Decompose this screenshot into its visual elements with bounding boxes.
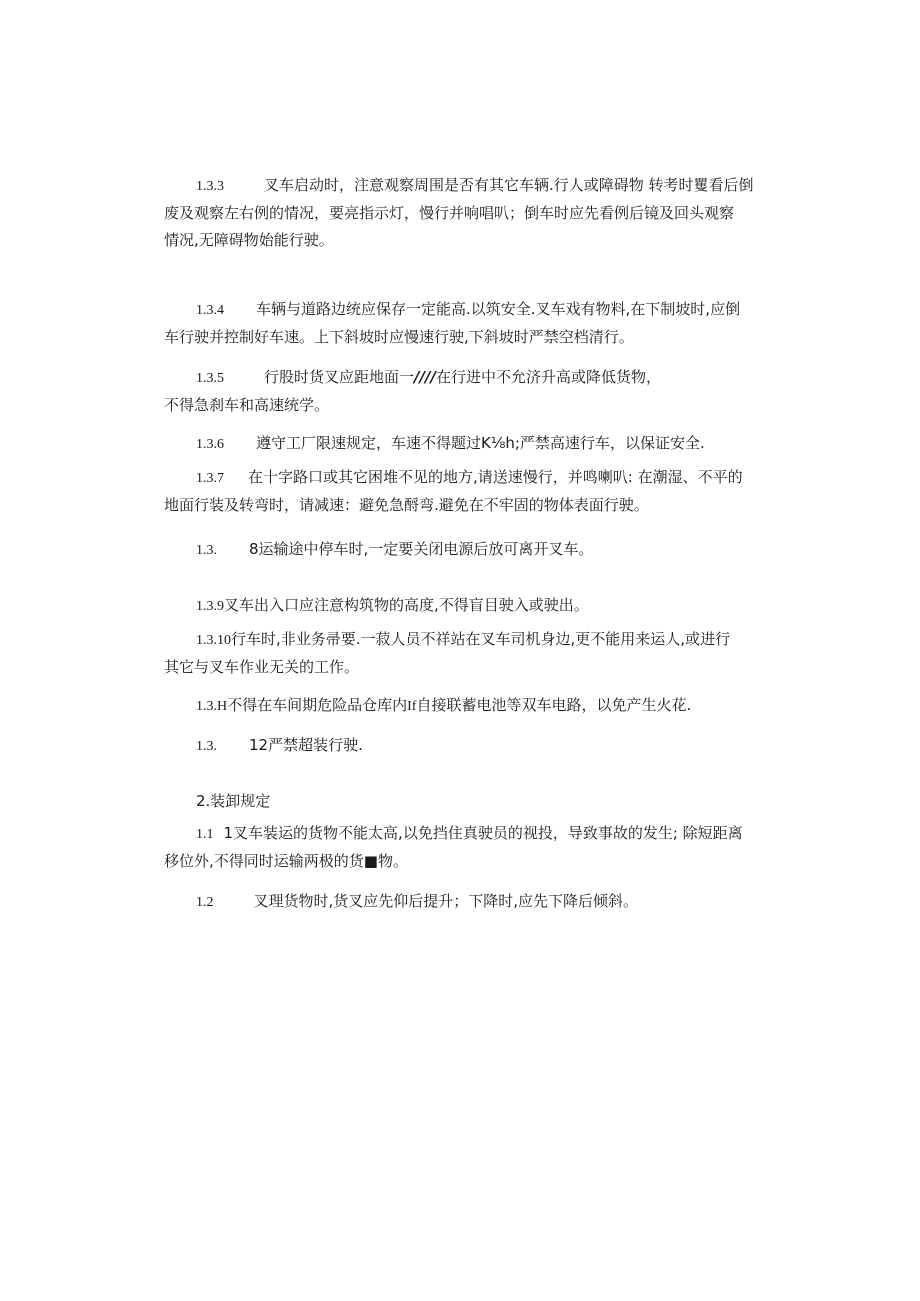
- paragraph-text: 8运输途中停车时,一定要关闭电源后放可离开叉车。: [249, 540, 594, 558]
- item-number: 1.3.: [196, 543, 217, 558]
- paragraph-1-3-7: [164, 464, 764, 519]
- paragraph-text: 在十字路口或其它困堆不见的地方,请送速慢行，并鸣喇叭: 在潮湿、不平的: [248, 468, 743, 486]
- paragraph-1-1: [164, 820, 764, 875]
- item-number: 1.3.: [196, 739, 217, 754]
- garbled-mark: If: [407, 699, 417, 714]
- paragraph-text: 叉理货物时,货叉应先仰后提升；下降时,应先下降后倾斜。: [253, 892, 639, 910]
- paragraph-1-3-10: [164, 626, 764, 681]
- item-number: 1.3.7: [196, 471, 224, 486]
- paragraph-line: [164, 296, 764, 324]
- paragraph-line: [164, 592, 764, 620]
- paragraph-line: [164, 626, 764, 654]
- paragraph-1-3-9: [164, 592, 764, 620]
- paragraph-1-3-12: [164, 732, 764, 760]
- paragraph-line: 车行驶并控制好车速。上下斜坡时应慢速行驶,下斜坡时严禁空档清行。: [164, 328, 634, 346]
- paragraph-1-3-6: [164, 430, 764, 458]
- paragraph-line: [164, 536, 764, 564]
- item-number: 1.2: [196, 895, 214, 910]
- paragraph-text: 行车时,非业务帚要.一菽人员不祥站在叉车司机身边,更不能用来运人,或进行: [231, 630, 731, 648]
- paragraph-text: 自接联蓄电池等双车电路，以免产生火花.: [416, 696, 692, 714]
- item-number: 1.3.3: [196, 179, 224, 194]
- paragraph-line: 移位外,不得同时运输两极的货■物。: [164, 852, 408, 870]
- paragraph-text: 12严禁超装行驶.: [249, 736, 363, 754]
- garbled-mark: ////: [414, 368, 436, 386]
- paragraph-text: 遵守工厂限速规定，车速不得题过K⅛h;严禁高速行车，以保证安全.: [256, 434, 705, 452]
- item-number: 1.3.5: [196, 371, 224, 386]
- paragraph-line: 地面行装及转弯时，请减速：避免急酹弯.避免在不牢固的物体表面行驶。: [164, 496, 649, 514]
- paragraph-1-3-5: [164, 364, 764, 419]
- paragraph-text: 叉车启动时，注意观察周围是否有其它车辆.行人或障碍物 转考时矍看后倒: [264, 176, 754, 194]
- paragraph-line: 情况,无障碍物始能行驶。: [164, 231, 334, 249]
- paragraph-text: 叉车出入口应注意构筑物的高度,不得盲目驶入或驶出。: [224, 596, 589, 614]
- paragraph-line: [164, 464, 764, 492]
- paragraph-line: [164, 732, 764, 760]
- item-number: 1.3.H: [196, 699, 228, 714]
- section-heading: [164, 788, 764, 815]
- paragraph-text: 在行进中不允济升高或降低货物，: [435, 368, 661, 386]
- paragraph-line: 不得急刹车和高速统学。: [164, 396, 330, 414]
- paragraph-text: 1叉车装运的货物不能太高,以免挡住真驶员的视投，导致事故的发生; 除短距离: [223, 824, 743, 842]
- paragraph-1-3-4: [164, 296, 764, 351]
- paragraph-line: [164, 364, 764, 392]
- item-number: 1.3.9: [196, 599, 224, 614]
- paragraph-line: 废及观察左右例的情况，要亮指示灯，慢行并响唱叭；倒车时应先看例后镜及回头观察: [164, 204, 735, 222]
- paragraph-line: [164, 172, 764, 200]
- paragraph-line: [164, 820, 764, 848]
- item-number: 1.3.10: [196, 633, 231, 648]
- paragraph-1-2: [164, 888, 764, 916]
- paragraph-line: [164, 788, 764, 815]
- item-number: 1.3.4: [196, 303, 224, 318]
- paragraph-line: [164, 430, 764, 458]
- paragraph-1-3-11: [164, 692, 764, 720]
- paragraph-text: 不得在车间期危险品仓库内: [227, 696, 408, 714]
- paragraph-text: 行股时货叉应距地面一: [264, 368, 415, 386]
- paragraph-text: 车辆与道路边统应保存一定能高.以筑安全.叉车戏有物料,在下制坡时,应倒: [256, 300, 741, 318]
- item-number: 1.1: [196, 827, 214, 842]
- paragraph-line: 其它与叉车作业无关的工作。: [164, 658, 360, 676]
- paragraph-line: [164, 692, 764, 720]
- item-number: 1.3.6: [196, 437, 224, 452]
- paragraph-1-3-3: [164, 172, 764, 254]
- paragraph-line: [164, 888, 764, 916]
- section-title: 2.装卸规定: [196, 792, 271, 810]
- paragraph-1-3-8: [164, 536, 764, 564]
